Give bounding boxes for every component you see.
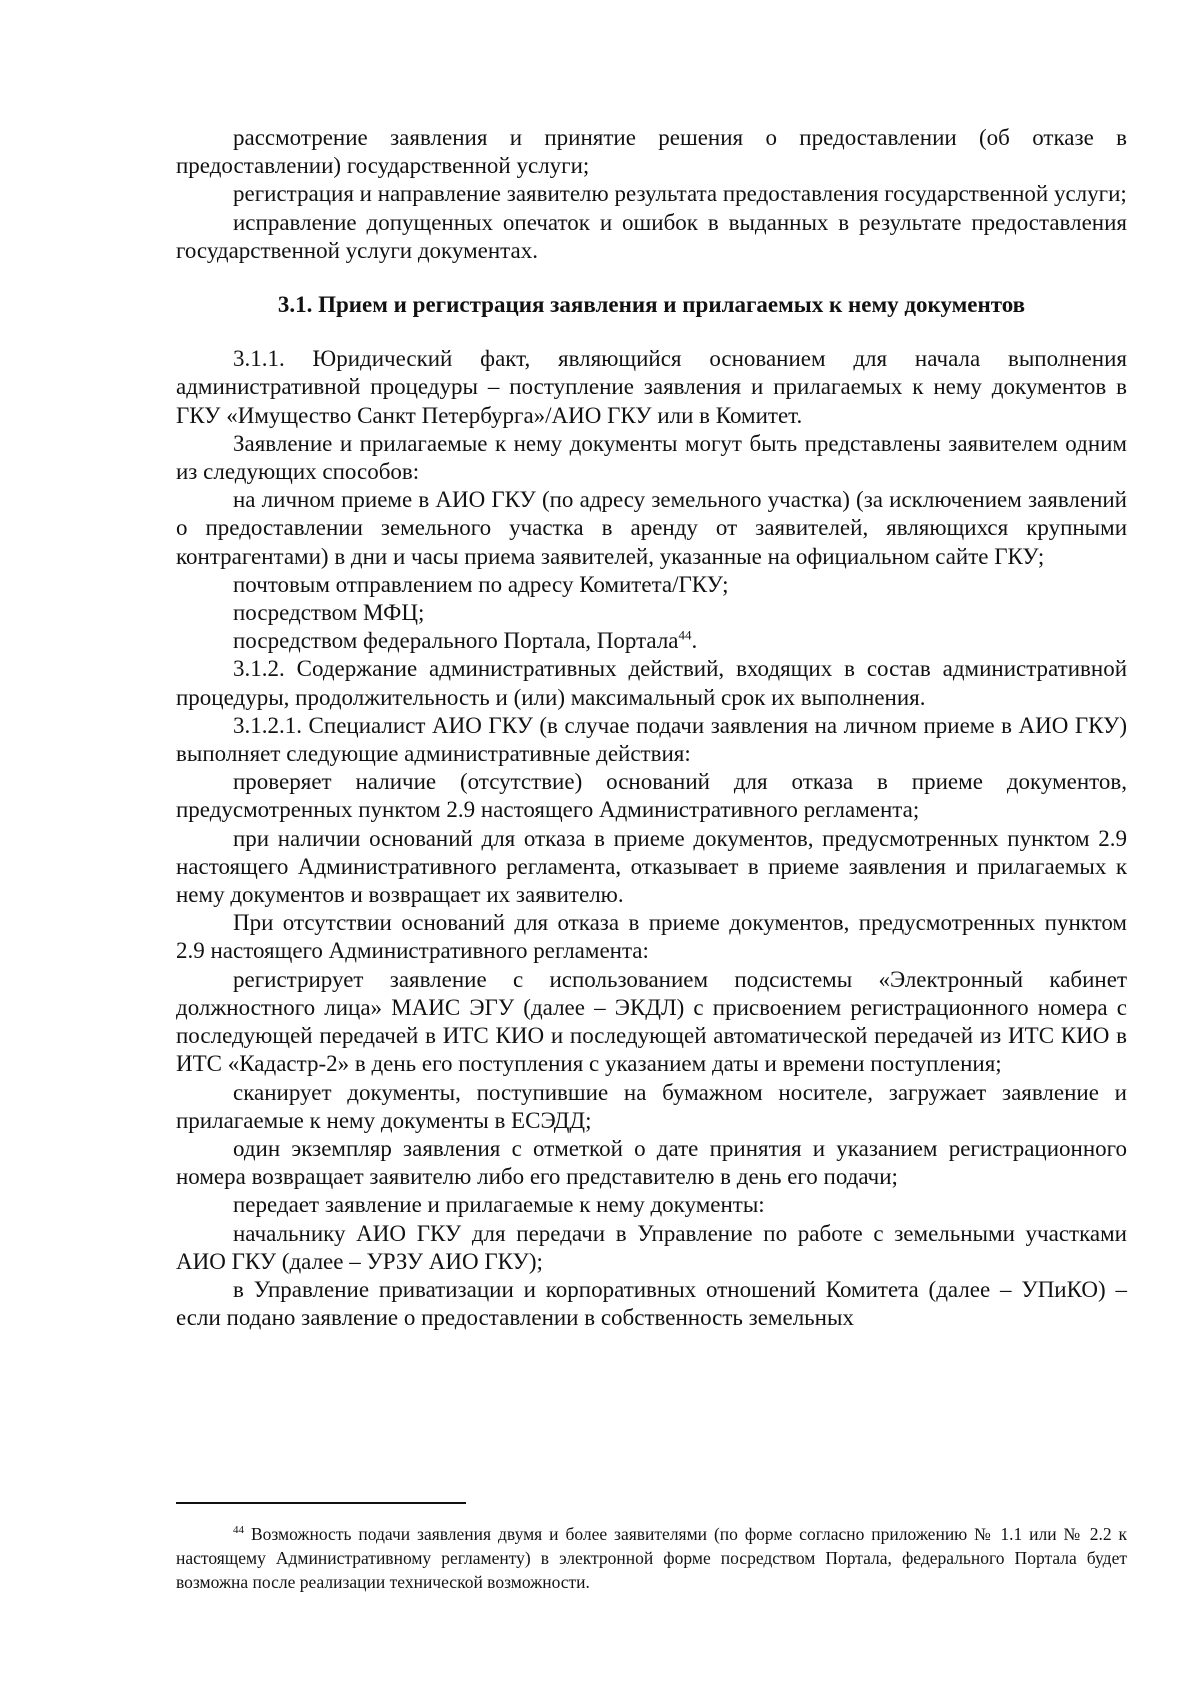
paragraph: Заявление и прилагаемые к нему документы могут быть представлены заявителем одним из следующих способов: (176, 430, 1127, 485)
paragraph: сканирует документы, поступившие на бумажном носителе, загружает заявление и прилагаемые к нему документы в ЕСЭДД; (176, 1079, 1127, 1133)
document-body (176, 124, 1127, 1332)
paragraph: рассмотрение заявления и принятие решения о предоставлении (об отказе в предоставлении) государственной услуги; (176, 125, 1127, 179)
paragraph: 3.1.2.1. Специалист АИО ГКУ (в случае подачи заявления на личном приеме в АИО ГКУ) выполняет следующие административные действия: (176, 712, 1127, 767)
paragraph: При отсутствии оснований для отказа в приеме документов, предусмотренных пунктом 2.9 настоящего Административного регламента: (176, 910, 1127, 964)
paragraph: 3.1.2. Содержание административных действий, входящих в состав административной процедуры, продолжительность и (или) максимальный срок их выполнения. (176, 656, 1127, 710)
footnote (176, 1522, 1127, 1594)
paragraph: передает заявление и прилагаемые к нему документы: (233, 1192, 765, 1218)
paragraph: посредством МФЦ; (233, 600, 425, 626)
paragraph: исправление допущенных опечаток и ошибок в выданных в результате предоставления государственной услуги документах. (176, 209, 1127, 263)
footnote-reference: 44 (678, 627, 692, 643)
paragraph: регистрирует заявление с использованием подсистемы «Электронный кабинет должностного лица» МАИС ЭГУ (далее – ЭКДЛ) с присвоением регистрационного номера с последующей передачей в ИТС КИО и последующей автоматической передачей из ИТС КИО в ИТС «Кадастр-2» в день его поступления с указанием даты и времени поступления; (176, 966, 1127, 1077)
footnote-marker: 44 (233, 1524, 244, 1537)
paragraph: регистрация и направление заявителю результата предоставления государственной услуги; (233, 181, 1127, 207)
footnote-divider (176, 1502, 466, 1504)
paragraph: начальнику АИО ГКУ для передачи в Управление по работе с земельными участками АИО ГКУ (далее – УРЗУ АИО ГКУ); (176, 1220, 1127, 1274)
paragraph: 3.1.1. Юридический факт, являющийся основанием для начала выполнения административной процедуры – поступление заявления и прилагаемых к нему документов в ГКУ «Имущество Санкт Петербурга»/АИО ГКУ или в Комитет. (176, 346, 1127, 428)
paragraph: проверяет наличие (отсутствие) оснований для отказа в приеме документов, предусмотренных пунктом 2.9 настоящего Административного регламента; (176, 769, 1127, 823)
paragraph: на личном приеме в АИО ГКУ (по адресу земельного участка) (за исключением заявлений о предоставлении земельного участка в аренду от заявителей, являющихся крупными контрагентами) в дни и часы приема заявителей, указанные на официальном сайте ГКУ; (176, 487, 1127, 569)
paragraph: в Управление приватизации и корпоративных отношений Комитета (далее – УПиКО) – если подано заявление о предоставлении в собственность земельных (176, 1276, 1127, 1331)
paragraph: один экземпляр заявления с отметкой о дате принятия и указанием регистрационного номера возвращает заявителю либо его представителю в день его подачи; (176, 1135, 1127, 1190)
footnote-text: Возможность подачи заявления двумя и более заявителями (по форме согласно приложению № 1.1 или № 2.2 к настоящему Административному регламенту) в электронной форме посредством Портала, федерального Портала будет возможна после реализации технической возможности. (176, 1524, 1128, 1592)
paragraph: при наличии оснований для отказа в приеме документов, предусмотренных пунктом 2.9 настоящего Административного регламента, отказывает в приеме заявления и прилагаемых к нему документов и возвращает их заявителю. (176, 825, 1127, 908)
portal-line-text: посредством федерального Портала, Портала (233, 628, 679, 654)
section-heading: 3.1. Прием и регистрация заявления и прилагаемых к нему документов (277, 292, 1026, 318)
paragraph: почтовым отправлением по адресу Комитета/ГКУ; (233, 571, 729, 597)
paragraph: посредством федерального Портала, Портала$^{44}$. (233, 627, 698, 654)
